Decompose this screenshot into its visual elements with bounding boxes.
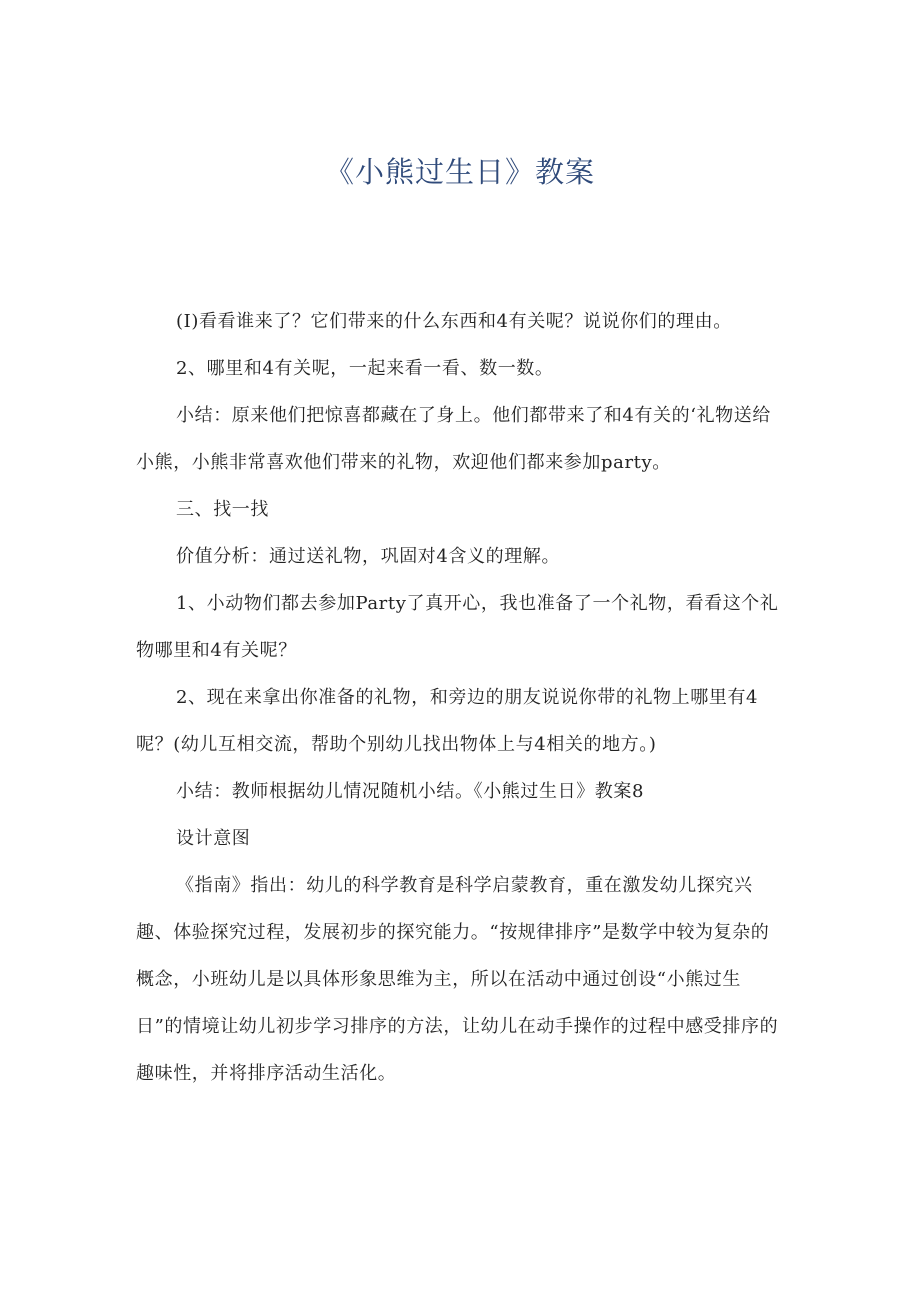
paragraph: 价值分析：通过送礼物，巩固对4含义的理解。 [176, 546, 561, 567]
document-body [136, 298, 784, 1097]
section-heading: 三、找一找 [176, 499, 269, 520]
paragraph: (I)看看谁来了？它们带来的什么东西和4有关呢？说说你们的理由。 [176, 311, 732, 332]
paragraph: 《指南》指出：幼儿的科学教育是科学启蒙教育，重在激发幼儿探究兴趣、体验探究过程，发展初步的探究能力。“按规律排序”是数学中较为复杂的概念，小班幼儿是以具体形象思维为主，所以在活动中通过创设“小熊过生日”的情境让幼儿初步学习排序的方法，让幼儿在动手操作的过程中感受排序的趣味性，并将排序活动生活化。 [136, 875, 779, 1084]
paragraph: 2、哪里和4有关呢，一起来看一看、数一数。 [176, 358, 554, 379]
document-title: 《小熊过生日》教案 [324, 155, 595, 189]
paragraph: 小结：原来他们把惊喜都藏在了身上。他们都带来了和4有关的‘礼物送给小熊，小熊非常喜欢他们带来的礼物，欢迎他们都来参加party。 [136, 405, 771, 473]
paragraph: 1、小动物们都去参加Party了真开心，我也准备了一个礼物，看看这个礼物哪里和4有关呢？ [136, 593, 779, 661]
paragraph: 2、现在来拿出你准备的礼物，和旁边的朋友说说你带的礼物上哪里有4呢？(幼儿互相交流，帮助个别幼儿找出物体上与4相关的地方。) [136, 687, 759, 755]
paragraph: 小结：教师根据幼儿情况随机小结。《小熊过生日》教案8 [176, 781, 645, 802]
section-heading: 设计意图 [176, 828, 251, 849]
